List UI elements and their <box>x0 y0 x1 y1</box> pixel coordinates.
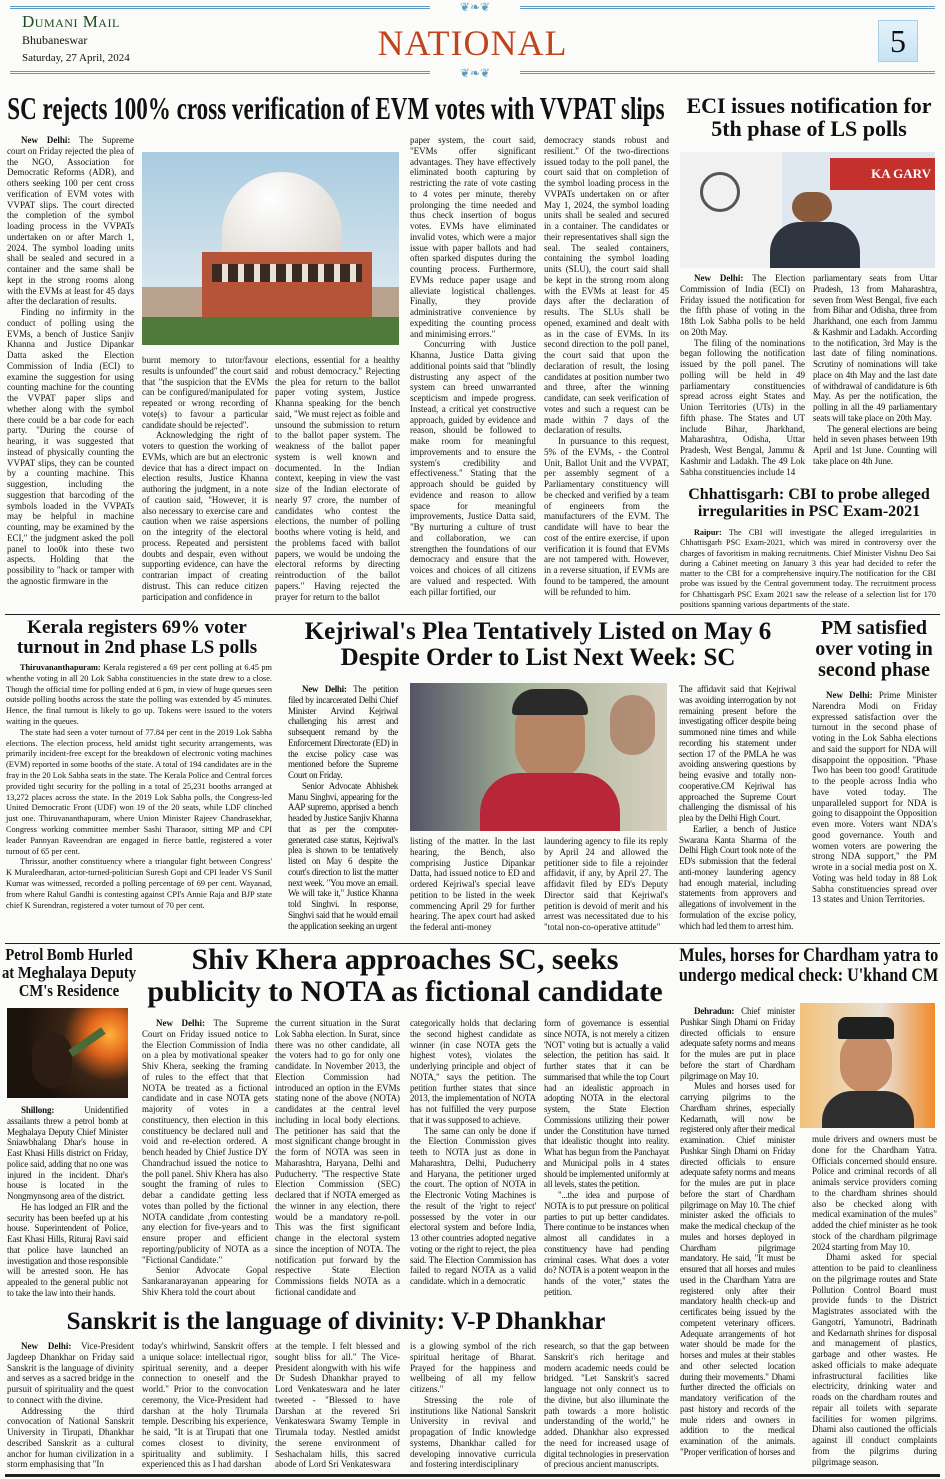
section-title: NATIONAL <box>377 23 568 63</box>
kejriwal-column: listing of the matter. In the last hearing, the Bench, also comprising Justice Dipankar Datta, had issued notice to ED and ordered Kejriwal's special leave petition to be listed in the week commencing April 29 for further hearing. The apex court had asked the federal anti-money <box>410 836 535 932</box>
pm-headline: PM satisfied over voting in second phase <box>815 617 933 681</box>
sc-column: elections, essential for a healthy and robust democracy." Rejecting the plea for return to the ballot paper voting system, Justice Khanna speaking for the bench said, "We must reject as foible and unsound the submission to return to the ballot paper system. The weakness of the ballot paper system is well known and documented. In the Indian context, keeping in view the vast size of the Indian electorate of nearly 97 crore, the number of candidates who contest the elections, the number of polling booths where voting is held, and the problems faced with ballot papers, we would be undoing the electoral reforms by directing reintroduction of the ballot papers." Having rejected the prayer for return to the ballot <box>275 355 400 602</box>
sc-column: New Delhi: The Supreme court on Friday rejected the plea of the NGO, Association for Democratic Reforms (ADR), and others seeking 100 per cent cross verification of EVM votes with VVPAT slips. The court directed the completion of the symbol loading process in the VVPATs undertaken on or after March 1, 2024. The symbol loading units shall be sealed and secured in a container and the same shall be kept in the strong rooms along with the EVMs at least for 45 days after the declaration of results. Finding no infirmity in the conduct of polling using the EVMs, a bench of Justice Sanjiv Khanna and Justice Dipankar Datta asked the Election Commission of India (ECI) to examine the suggestion for using counting machine for the counting the VVPAT paper slips and whether along with the symbol there could be a bar code for each party. "During the course of hearing, it was suggested that instead of physically counting the VVPAT slips, they can be counted by a counting machine. This suggestion, including the suggestion that barcoding of the symbols loaded in the VVPATs may be helpful in machine counting, may be examined by the ECI," the judgment asked the poll panel to loo0k into these two aspects. Holding that the possibility to "hack or tamper with the agnostic firmware in the <box>7 135 134 586</box>
eci-officials-photo <box>680 152 935 268</box>
sc-headline: SC rejects 100% cross verification of EVM votes with VVPAT slips <box>7 90 665 126</box>
ornament-icon: ❦❧❦ <box>430 66 520 80</box>
mules-headline: Mules, horses for Chardham yatra to undergo medical check: U'khand CM <box>679 945 939 986</box>
chhattisgarh-headline: Chhattisgarh: CBI to probe alleged irregularities in PSC Exam-2021 <box>688 486 930 520</box>
sanskrit-column: at the temple. I felt blessed and sought bliss for all." The Vice-President alongwith with his wife Dr Sudesh Dhankhar prayed to Lord Venkateswara and he later tweeted - "Blessed to have Darshan at the revered Sri Venkateswara Swamy Temple in Tirumala today. Nestled amidst the serene environment of Seshachalam hills, this sacred abode of Lord Sri Venkateswara <box>275 1341 400 1470</box>
sanskrit-column: today's whirlwind, Sanskrit offers a unique solace: intellectual rigor, spiritual serenity, and a deeper connection to oneself and the world." Prior to the convocation ceremony, the Vice-President had darshan at the holy Tirumala temple. Describing his experience, he said, "It is at Tirupati that one comes closest to divinity, spirituality and sublimity. I experienced this as I had darshan <box>142 1341 268 1470</box>
sanskrit-headline: Sanskrit is the language of divinity: V-P Dhankhar <box>66 1308 606 1335</box>
pm-body: New Delhi: Prime Minister Narendra Modi on Friday expressed satisfaction over the turnout in the second phase of voting in the Lok Sabha elections and said the support for NDA will disappoint the opposition. "Phase Two has been too good! Gratitude to the people across India who have voted today. The unparalleled support for NDA is going to disappoint the Opposition even more. Voters want NDA's good governance. Youth and women voters are powering the strong NDA support," the PM wrote in a social media post on X. Voting was held today in 88 Lok Sabha constituencies spread over 13 states and Union Territories. <box>812 690 938 905</box>
mules-column: mule drivers and owners must be done for the Chardham Yatra. Officials concerned should ensure. Police and criminal records of all animals service providers coming to the chardham shrines should also be checked along with medical examination of the mules" added the chief minister as he took stock of the chardham pilgrimage 2024 starting from May 10. Dhami asked for special attention to be paid to cleanliness on the pilgrimage routes and State Pollution Control Board must provide funds to the District Magistrates associated with the Gangotri, Yamunotri, Badrinath and Kedarnath shrines for disposal and management of plastics, garbage and other wastes. He asked officials to make adequate infrastructural facilities like electricity, drinking water and roads on the chardham routes and repair all toilets with separate facilities for women pilgrims. Dhami also cautioned the officials against ill conduct complaints from the pilgrims during pilgrimage season. <box>812 1134 937 1467</box>
sc-column: democracy stands robust and resilient." Of the two-directions issued today to the poll panel, the court said that on completion of the symbol loading process in the VVPATs undertaken on or after May 1, 2024, the symbol loading units shall be sealed and secured in a container. The candidates or their representatives shall sign the seal. The sealed containers, containing the symbol loading units (SLU), the court said shall be kept in the strong room along with the EVMs at least for 45 days after the declaration of results. The SLUs shall be opened, examined and dealt with as in the case of EVMs. In its second direction to the poll panel, the court said that upon the declaration of result, the losing candidates at position number two and three, after the winning candidate, can seek verification of votes and such a request can be made within 7 days of the declaration of results. In pursuance to this request, 5% of the EVMs, - the Control Unit, Ballot Unit and the VVPAT, per assembly segment of a Parliamentary constituency will be checked and verified by a team of engineers from the manufacturers of the EVM. The candidate will have to bear the cost of the entire exercise, if upon verification it is found that EVMs are not tampered with. However, in a reverse situation, if EVMs are found to be tampered, the amount will be refunded to him. <box>544 135 669 597</box>
shiv-khera-column: form of governance is essential since NOTA, is not merely a citizen 'NOT' voting but is actually a valid selection, the petition has said. It further states that it can be summarised that while the top Court had an idealistic approach in adopting NOTA in the electoral system, the State Election Commissions utilizing their power under the Constitution have turned that idealistic thought into reality. What has begun from the Panchayat and Municipal polls in 4 states should be implemented uniformly at all levels, states the petition. "...the idea and purpose of NOTA is to put pressure on political parties to put up better candidates. There continue to be instances when almost all candidates in a constituency have had pending criminal cases. What does a voter do? NOTA is a potent weapon in the hands of the voter," states the petition. <box>544 1018 669 1297</box>
sanskrit-column: New Delhi: Vice-President Jagdeep Dhankhar on Friday said Sanskrit is the language of divinity and serves as a sacred bridge in the pursuit of spirituality and the quest to connect with the divine. Addressing the third convocation of National Sanskrit University in Tirupati, Dhankhar described Sanskrit as a cultural anchor for human civilization in a storm emphasising that "In <box>7 1341 134 1470</box>
shiv-khera-column: categorically holds that declaring the second highest candidate as winner (in case NOTA gets the highest votes), violates the underlying principle and object of NOTA," says the petition. The petition further states that since 2013, the implementation of NOTA has not fulfilled the very purpose that it was supposed to achieve. The same can only be done if the Election Commission gives teeth to NOTA just as done in Maharashtra, Delhi, Puducherry and Haryana, the petitioner urged the court. The option of NOTA in the Electronic Voting Machines is the result of the 'right to reject' possessed by the voter in our electoral system and before India, 13 other countries adopted negative voting or the right to reject, the plea said. The Election Commission has failed to regard NOTA as a valid candidate. which in a democratic <box>410 1018 536 1286</box>
dhami-photo <box>800 1003 935 1128</box>
shiv-khera-column: New Delhi: The Supreme Court on Friday issued notice to the Election Commission of India on a plea by motivational speaker Shiv Khera, seeking the framing of rules to the effect that that NOTA be treated as a fictional candidate and in case NOTA gets majority of votes in a constituency, then election in this constituency be declared null and void and re-election ordered. A bench headed by Chief Justice DY Chandrachud issued the notice to the poll panel. Shiv Khera has also sought the framing of rules to debar a candidate getting less votes than polled by the fictional NOTA candidate ,from contesting any election for five-years and to ensure proper and efficient reporting/publicity of NOTA as a "Fictional Candidate." Senior Advocate Gopal Sankaranarayanan appearing for Shiv Khera told the court about <box>142 1018 269 1297</box>
petrol-bomb-body: Shillong: Unidentified assailants threw a petrol bomb at Meghalaya Deputy Chief Minister Sniawbhalang Dhar's house in East Khasi Hills district on Friday, police said, adding that no one was injured in the incident. Dhar's house is located in the Nongmynsong area of the district. He has lodged an FIR and the security has been beefed up at his house. Superintendent of Police, East Khasi Hills, Rituraj Ravi said that police have launched an investigation and those responsible will be arrested soon. He has appealed to the general public not to take the law into their hands. <box>7 1105 128 1298</box>
supreme-court-photo <box>142 152 399 345</box>
divider <box>5 614 940 615</box>
mules-column: Dehradun: Chief minister Pushkar Singh Dhami on Friday directed officials to ensure adequate safety norms and means for the mules are put in place before the start of Chardham pilgrimage on May 10. Mules and horses used for carrying pilgrims to the Chardham shrines, especially Kedarnath, will now be registered only after their medical examination. Chief minister Pushkar Singh Dhami on Friday directed officials to ensure adequate safety norms and means for the mules are put in place before the start of Chardham pilgrimage on May 10. The chief minister asked the officials to make the medical checkup of the mules and horses deployed in Chardham pilgrimage mandatory. He said, "It must be ensured that all horses and mules used in the Chardham Yatra are registered only after their mandatory health check-up and certificates being issued by the competent veterinary officers. Adequate arrangements of hot water should be made for the horses and mules at their stables and other selected location during their movements." Dhami further directed the officials on mandatory verification of the past history and records of the mule riders and owners in addition to the medical examination of the animals. "Proper verification of horses and <box>680 1006 795 1457</box>
sc-column: paper system, the court said, "EVMs offer significant advantages. They have effectively eliminated booth capturing by restricting the rate of vote casting to 4 votes per minute, thereby prolonging the time needed and thus check insertion of bogus votes. EVMs have eliminated invalid votes, which were a major issue with paper ballots and had often sparked disputes during the counting process. Furthermore, EVMs reduce paper usage and alleviate logistical challenges. Finally, they provide administrative convenience by expediting the counting process and minimising errors." Concurring with Justice Khanna, Justice Datta giving additional points said that "blindly distrusting any aspect of the system can breed unwarranted scepticism and impede progress. Instead, a critical yet constructive approach, guided by evidence and reason, should be followed to make room for meaningful improvements and to ensure the system's credibility and effectiveness." Stating that the approach should be guided by evidence and reason to allow space for meaningful improvements, Justice Datta said, "By nurturing a culture of trust and collaboration, we can strengthen the foundations of our democracy and ensure that the voices and choices of all citizens are valued and respected. With each pillar fortified, our <box>410 135 536 597</box>
kejriwal-column: New Delhi: The petition filed by incarcerated Delhi Chief Minister Arvind Kejriwal challenging his arrest and subsequent remand by the Enforcement Directorate (ED) in the excise policy case was mentioned before the Supreme Court on Friday. Senior Advocate Abhishek Manu Singhvi, appearing for the AAP supremo, apprised a bench headed by Justice Sanjiv Khanna that as per the computer-generated case status, Kejriwal's plea is shown to be tentatively listed on May 6 despite the court's direction to list the matter next week. "You move an email. We will take it," Justice Khanna told Singhvi. In response, Singhvi said that he would email the application seeking an urgent <box>288 684 398 931</box>
sanskrit-column: is a glowing symbol of the rich spiritual heritage of Bharat. Prayed for the happiness and wellbeing of all my fellow citizens." Stressing the role of institutions like National Sanskrit University in revival and propagation of Indic knowledge systems, Dhankhar called for developing innovative curricula and fostering interdisciplinary <box>410 1341 536 1470</box>
kejriwal-headline: Kejriwal's Plea Tentatively Listed on May 6 Despite Order to List Next Week: SC <box>304 618 772 672</box>
kejriwal-column: The affidavit said that Kejriwal was avoiding interrogation by not remaining present before the investigating officer despite being summoned nine times and while recording his statement under section 17 of the PMLA he was avoiding answering questions by being evasive and totally non-cooperative.CM Kejriwal has approached the Supreme Court challenging the dismissal of his plea by the Delhi High Court. Earlier, a bench of Justice Swarana Kanta Sharma of the Delhi High Court took note of the ED's submission that the federal anti-money laundering agency had enough material, including statements from approvers and allegations of involvement in the formulation of the excise policy, which had led them to arrest him. <box>679 684 796 931</box>
page-number: 5 <box>878 20 918 62</box>
shiv-khera-column: the current situation in the Surat Lok Sabha election. In Surat, since there was no other candidate, all the voters had to go for only one candidate. In November 2013, the Election Commission had introduced an option in the EVMs stating none of the above (NOTA) candidates at the central level including in local body elections. The petitioner has said that the most significant change brought in the form of NOTA was seen in Maharashtra, Haryana, Delhi and Puducherry. "The respective State Election Commission (SEC) declared that if NOTA emerged as the winner in any election, there would be a mandatory re-poll. This was the first significant change in the electoral system since the inception of NOTA. The notification put forward by the respective State Election Commissions fields NOTA as a fictional candidate and <box>275 1018 400 1297</box>
kerala-headline: Kerala registers 69% voter turnout in 2nd phase LS polls <box>16 617 258 658</box>
eci-column: New Delhi: The Election Commission of India (ECI) on Friday issued the notification for the fifth phase of voting in the 18th Lok Sabha polls to be held on 20th May. The filing of the nominations began following the notification issued by the poll panel. The polling will be held in 49 parliamentary constituencies spread across eight States and Union Territories (UTs) in the fifth phase. The States and UT include Bihar, Jharkhand, Maharashtra, Odisha, Uttar Pradesh, West Bengal, Jammu & Kashmir and Ladakh. The 49 Lok Sabha constituencies include 14 <box>680 273 805 477</box>
eci-banner-text: KA GARV <box>830 158 935 190</box>
edition-city: Bhubaneswar <box>22 33 88 47</box>
chhattisgarh-body: Raipur: The CBI will investigate the alleged irregularities in Chhattisgarh PSC Exam-2021, which was mired in controversy over the charges of favoritism in making recruitments. Chief Minister Vishnu Deo Sai during a Cabinet meeting on January 3 this year had decided to refer the matter to the CBI for a comprehensive inquiry.The notification for the CBI probe was issued by the Central government today. The recruitment process for Chhattisgarh PSC Exam 2021 saw the release of a selection list for 170 positions spanning various departments of the state. <box>680 528 936 610</box>
sanskrit-column: research, so that the gap between Sanskrit's rich heritage and modern academic needs could be bridged. "Let Sanskrit's sacred language not only connect us to the divine, but also illuminate the path towards a more holistic understanding of the world," he added. Dhankhar also expressed the need for increased usage of digital technologies in preservation of precious ancient manuscripts. <box>544 1341 669 1470</box>
page-bottom-rule <box>5 1474 940 1477</box>
eci-column: parliamentary seats from Uttar Pradesh, 13 from Maharashtra, seven from West Bengal, five each from Bihar and Odisha, three from Jharkhand, one each from Jammu & Kashmir and Ladakh. According to the notification, 3rd May is the last date of filing nominations. Scrutiny of nominations will take place on 4th May and the last date of withdrawal of candidature is 6th May. As per the notification, the polling in all the 49 parliamentary seats will take place on 20th May. The general elections are being held in seven phases between 19th April and 1st June. Counting will take place on 4th June. <box>813 273 937 466</box>
kerala-body: Thiruvananthapuram: Kerala registered a 69 per cent polling at 6.45 pm whenthe voting in all 20 Lok Sabha constituencies in the state drew to a close. Though the official time for polling ended at 6 pm, in view of huge queues seen outside polling booths across the state the polling was extended by 45 minutes. Hence, the final turnout is likely to go up. Tokens were issued to the voters waiting in the queues. The state had seen a voter turnout of 77.84 per cent in the 2019 Lok Sabha elections. The election process, held amidst tight security arrangements, was primarily incident-free except for the breakdown of electronic voting machines (EVM) reported in some booths of the state. A total of 194 candidates are in the fray in the 20 Lok Sabha seats in the state. The Kerala Police and Central forces provided tight security for the polling in a total of 25,231 booths arranged at 13,272 places across the state. In the 2019 Lok Sabha polls, the Congress-led United Democratic Front (UDF) won 19 of the 20 seats, while LDF clinched just one. Thiruvananthapuram, where Union Minister Rajeev Chandrasekhar, Congress working committee member Sashi Tharaoor, sitting MP and CPI leader Pannyan Raveendran are engaged in fierce battle, registered a voter turnout of 65 per cent. Thrissur, another constituency where a triangular fight between Congress' K Muraleedharan, actor-turned-politician Suresh Gopi and CPI leader VS Sunil Kumar was witnessed, recorded a polling percentage of 69 per cent. Wayanad, from where Rahul Gandhi is contesting against CPI's Annie Raja and BJP state chief K Surendran, registered a voter turnout of 70 per cent. <box>6 663 273 910</box>
paper-name: Dumani Mail <box>22 12 120 31</box>
shiv-khera-headline: Shiv Khera approaches SC, seeks publicity to NOTA as fictional candidate <box>147 943 663 1008</box>
kejriwal-column: laundering agency to file its reply by April 24 and allowed the petitioner side to file a rejoinder affidavit, if any, by April 27. The affidavit filed by ED's Deputy Director said that Kejriwal's petition is devoid of merit and his arrest was necessitated due to his "total non-co-operative attitude" <box>544 836 668 932</box>
sc-column: burnt memory to tutor/favour results is unfounded" the court said that "the suspicion that the EVMs can be configured/manipulated for repeated or wrong recording of vote(s) to favour a particular candidate should be rejected". Acknowledging the right of voters to question the working of EVMs, which are but an electronic device that has a direct impact on election results, Justice Khanna authoring the judgment, in a note of caution said, "However, it is also necessary to exercise care and caution when we raise aspersions on the integrity of the electoral process. Repeated and persistent doubts and despair, even without supporting evidence, can have the contrarian impact of creating distrust. This can reduce citizen participation and confidence in <box>142 355 268 602</box>
edition-date: Saturday, 27 April, 2024 <box>22 52 130 64</box>
petrol-bomb-headline: Petrol Bomb Hurled at Meghalaya Deputy CM's Residence <box>2 945 137 1000</box>
eci-headline: ECI issues notification for 5th phase of LS polls <box>686 93 932 142</box>
kejriwal-photo <box>410 683 667 831</box>
ornament-icon: ❦❧❦ <box>430 0 520 14</box>
petrol-bomb-photo <box>7 1008 128 1098</box>
